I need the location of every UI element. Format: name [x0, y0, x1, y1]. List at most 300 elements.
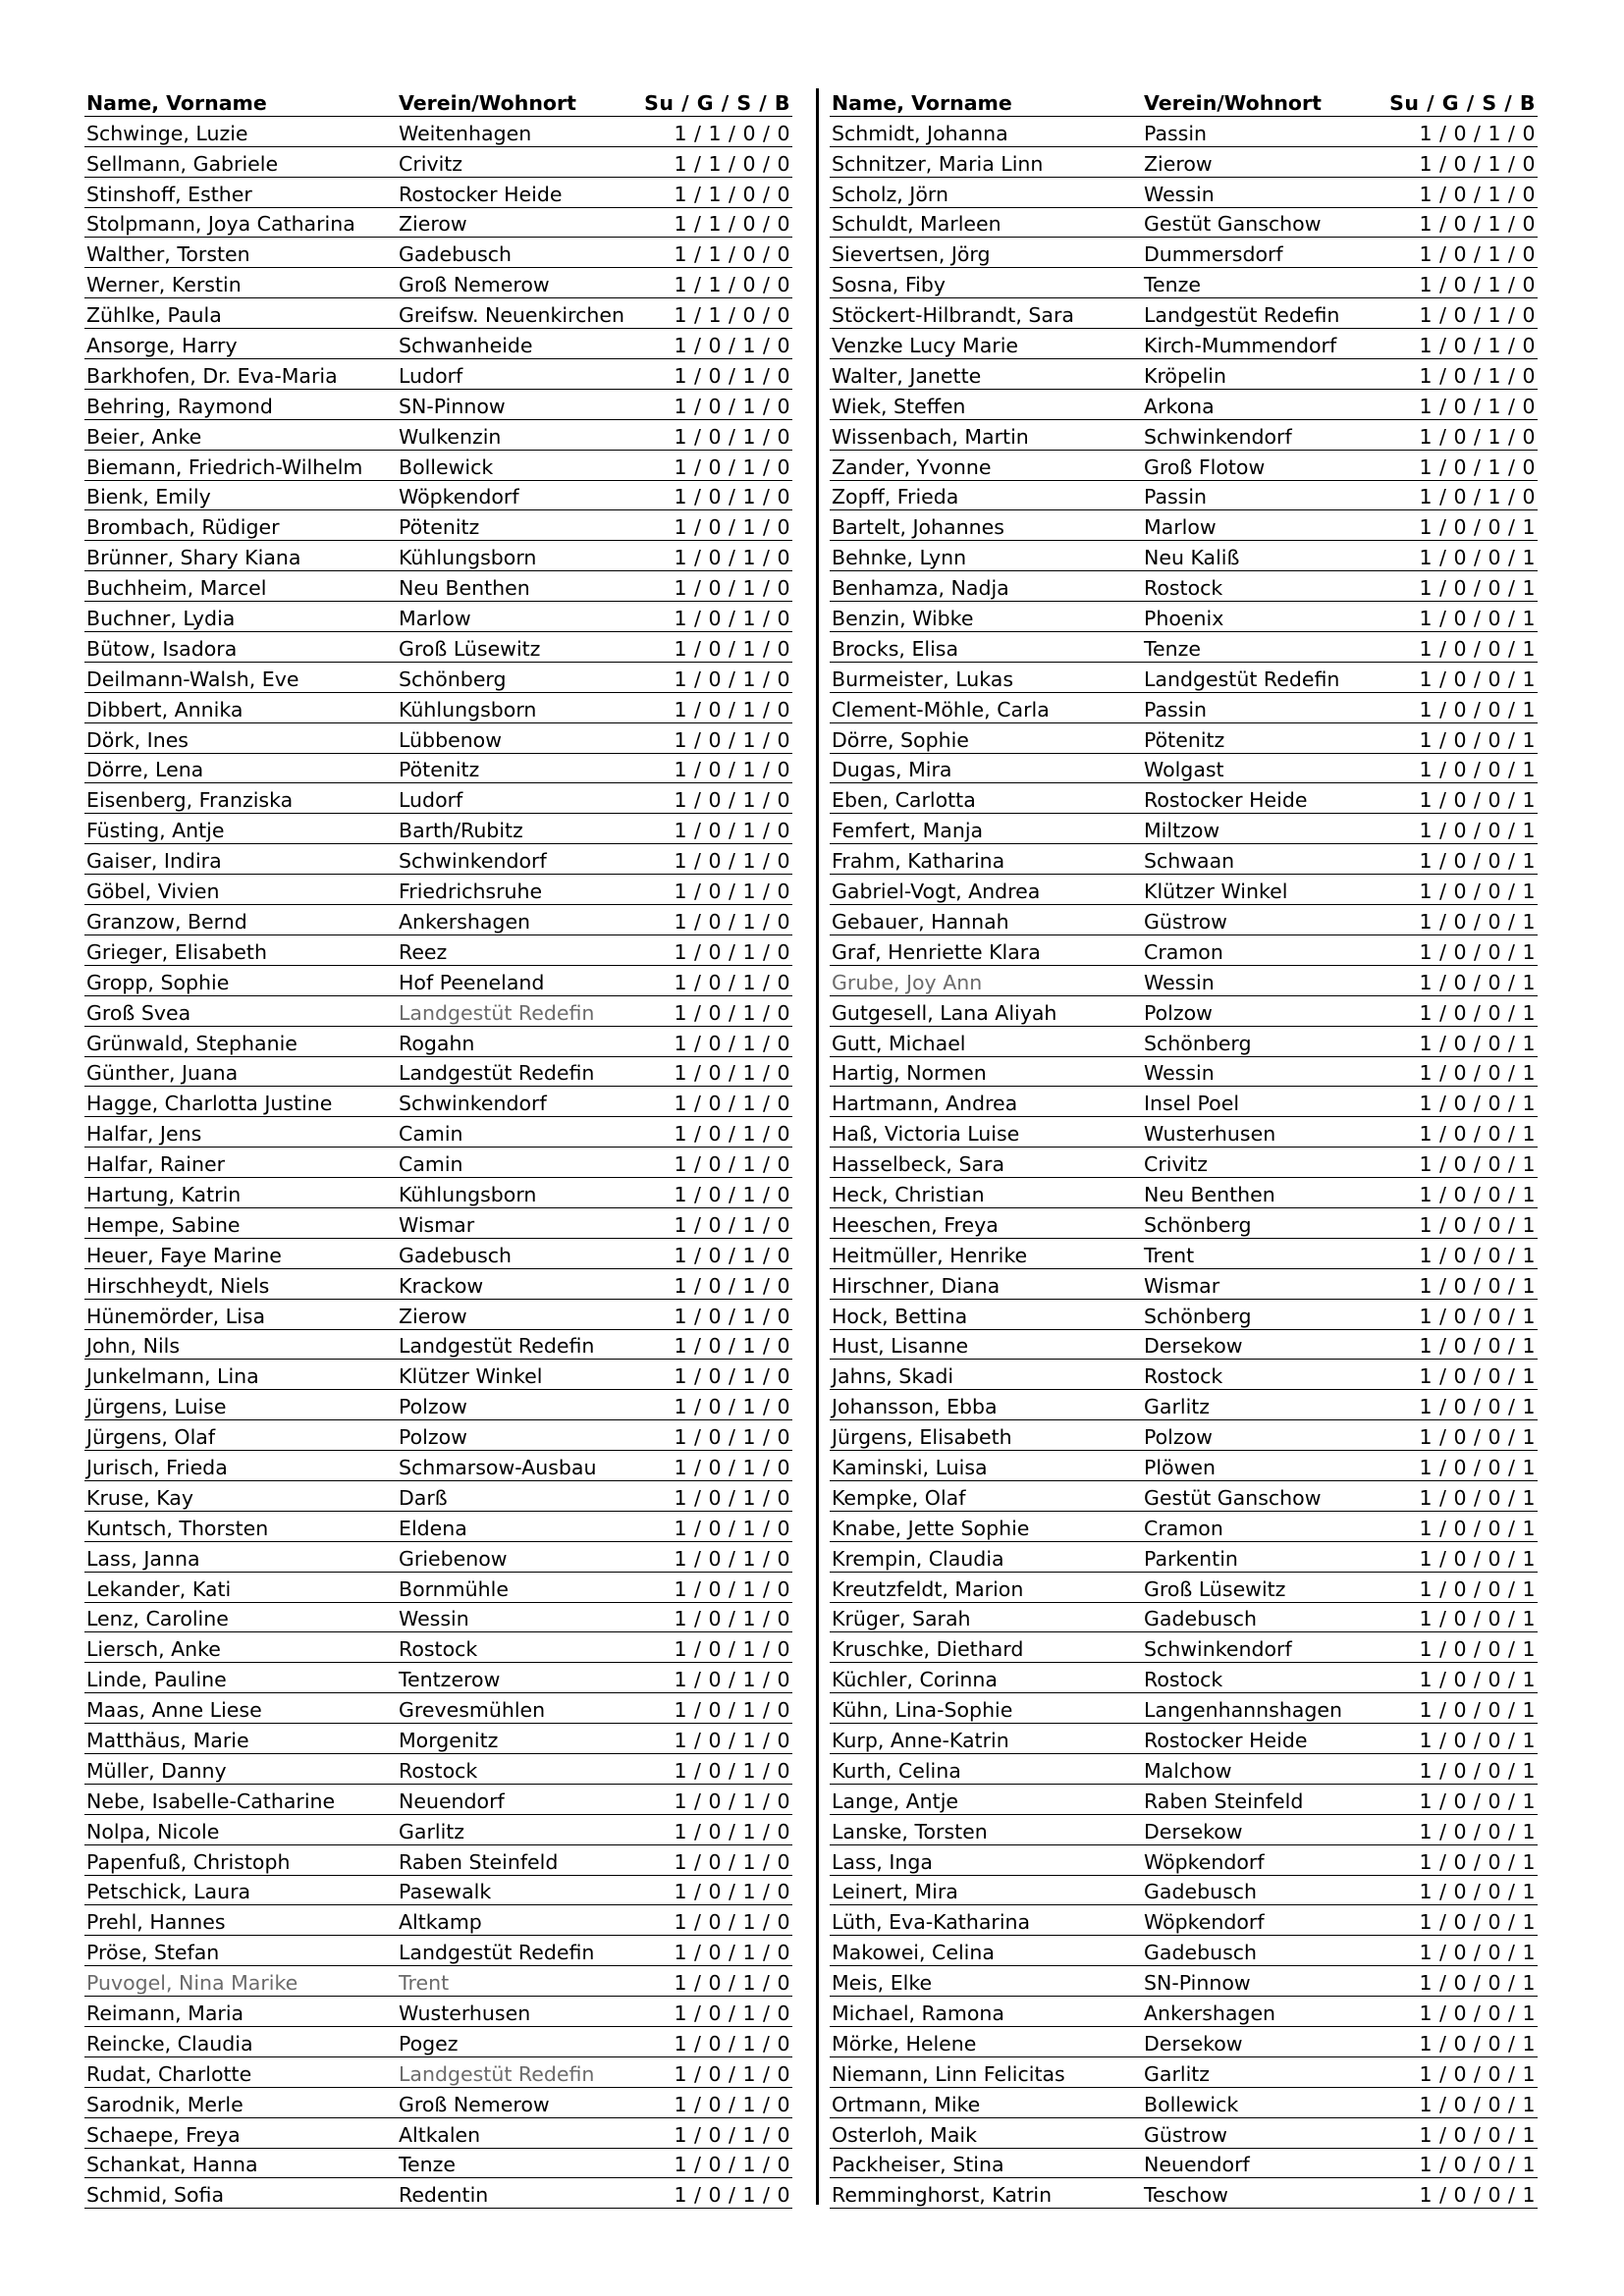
name-cell: Reincke, Claudia [86, 2031, 253, 2056]
score-cell: 1 / 0 / 1 / 0 [674, 1304, 790, 1328]
club-cell: Crivitz [399, 151, 463, 176]
club-cell: Phoenix [1144, 607, 1224, 631]
table-row [830, 602, 1538, 632]
name-cell: Femfert, Manja [832, 819, 984, 843]
table-row [84, 1997, 792, 2027]
name-cell: Sellmann, Gabriele [86, 151, 279, 176]
name-cell: Mörke, Helene [832, 2031, 977, 2056]
table-row [84, 1663, 792, 1693]
score-cell: 1 / 0 / 1 / 0 [674, 1971, 790, 1996]
table-row [84, 1936, 792, 1966]
table-row [830, 390, 1538, 420]
club-cell: Schwanheide [399, 334, 533, 358]
table-row [830, 1208, 1538, 1239]
name-cell: Nebe, Isabelle-Catharine [86, 1789, 336, 1813]
table-row [84, 178, 792, 208]
table-row [84, 2027, 792, 2057]
table-row [84, 1603, 792, 1633]
name-cell: Wiek, Steffen [832, 394, 966, 418]
score-cell: 1 / 0 / 0 / 1 [1419, 1941, 1536, 1965]
club-cell: Rostock [1144, 1668, 1223, 1692]
score-cell: 1 / 0 / 1 / 0 [674, 363, 790, 388]
name-cell: Schmidt, Johanna [832, 121, 1008, 145]
name-cell: Ansorge, Harry [86, 334, 238, 358]
club-cell: Kröpelin [1144, 363, 1226, 388]
name-cell: Bartelt, Johannes [832, 515, 1004, 540]
name-cell: Hempe, Sabine [86, 1212, 241, 1237]
name-cell: Stöckert-Hilbrandt, Sara [832, 303, 1074, 328]
score-cell: 1 / 0 / 1 / 0 [1419, 454, 1536, 479]
table-row [84, 996, 792, 1027]
name-cell: Johansson, Ebba [832, 1395, 998, 1419]
name-cell: Makowei, Celina [832, 1941, 995, 1965]
club-cell: Miltzow [1144, 819, 1220, 843]
table-row [84, 2149, 792, 2179]
table-row [830, 1148, 1538, 1178]
table-row [84, 1239, 792, 1269]
club-cell: Arkona [1144, 394, 1215, 418]
club-cell: Dersekow [1144, 1334, 1243, 1359]
name-cell: Matthäus, Marie [86, 1728, 249, 1752]
name-cell: Kempke, Olaf [832, 1485, 966, 1510]
name-cell: Biemann, Friedrich-Wilhelm [86, 454, 363, 479]
club-cell: Güstrow [1144, 2122, 1227, 2147]
name-cell: Rudat, Charlotte [86, 2061, 252, 2086]
table-row [830, 693, 1538, 723]
score-cell: 1 / 0 / 1 / 0 [1419, 182, 1536, 206]
score-cell: 1 / 0 / 0 / 1 [1419, 1789, 1536, 1813]
score-cell: 1 / 0 / 0 / 1 [1419, 1607, 1536, 1631]
score-cell: 1 / 0 / 1 / 0 [674, 1576, 790, 1601]
name-cell: Eben, Carlotta [832, 788, 976, 813]
club-cell: Marlow [1144, 515, 1217, 540]
name-cell: Niemann, Linn Felicitas [832, 2061, 1065, 2086]
name-cell: Hirschner, Diana [832, 1273, 1001, 1298]
score-cell: 1 / 0 / 1 / 0 [674, 1122, 790, 1147]
club-cell: Trent [399, 1971, 450, 1996]
club-cell: Klützer Winkel [1144, 880, 1288, 904]
score-cell: 1 / 0 / 0 / 1 [1419, 1334, 1536, 1359]
name-cell: Behring, Raymond [86, 394, 273, 418]
name-cell: Hartig, Normen [832, 1061, 987, 1086]
table-row [84, 1087, 792, 1117]
score-cell: 1 / 0 / 0 / 1 [1419, 1061, 1536, 1086]
club-cell: Camin [399, 1152, 463, 1177]
table-row [830, 1997, 1538, 2027]
table-row [84, 814, 792, 844]
score-cell: 1 / 1 / 0 / 0 [674, 121, 790, 145]
score-cell: 1 / 0 / 0 / 1 [1419, 576, 1536, 601]
table-row [830, 1542, 1538, 1573]
name-cell: Packheiser, Stina [832, 2153, 1004, 2177]
name-cell: Schwinge, Luzie [86, 121, 248, 145]
table-row [84, 329, 792, 359]
score-cell: 1 / 0 / 1 / 0 [674, 1000, 790, 1025]
name-cell: Stolpmann, Joya Catharina [86, 212, 355, 237]
score-cell: 1 / 0 / 1 / 0 [674, 454, 790, 479]
score-cell: 1 / 0 / 0 / 1 [1419, 2061, 1536, 2086]
score-cell: 1 / 0 / 0 / 1 [1419, 1031, 1536, 1055]
table-row [830, 1057, 1538, 1088]
score-cell: 1 / 0 / 1 / 0 [674, 515, 790, 540]
name-cell: Venzke Lucy Marie [832, 334, 1019, 358]
score-cell: 1 / 1 / 0 / 0 [674, 182, 790, 206]
name-cell: John, Nils [86, 1334, 181, 1359]
name-cell: Hagge, Charlotta Justine [86, 1092, 333, 1116]
club-cell: Teschow [1144, 2183, 1228, 2208]
name-cell: Wissenbach, Martin [832, 424, 1029, 449]
name-cell: Küchler, Corinna [832, 1668, 998, 1692]
club-cell: Groß Lüsewitz [399, 636, 541, 661]
club-cell: Neuendorf [1144, 2153, 1250, 2177]
score-cell: 1 / 0 / 0 / 1 [1419, 1122, 1536, 1147]
club-cell: Landgestüt Redefin [399, 2061, 595, 2086]
score-cell: 1 / 0 / 1 / 0 [674, 1182, 790, 1206]
score-cell: 1 / 0 / 0 / 1 [1419, 636, 1536, 661]
header-name: Name, Vorname [86, 90, 267, 115]
score-cell: 1 / 0 / 0 / 1 [1419, 788, 1536, 813]
table-row [84, 693, 792, 723]
name-cell: Dörre, Sophie [832, 727, 969, 752]
club-cell: Trent [1144, 1243, 1195, 1267]
score-cell: 1 / 0 / 1 / 0 [674, 2183, 790, 2208]
name-cell: Hünemörder, Lisa [86, 1304, 266, 1328]
table-row [830, 268, 1538, 298]
club-cell: Altkalen [399, 2122, 481, 2147]
table-row [830, 117, 1538, 147]
table-row [830, 1300, 1538, 1330]
name-cell: Buchheim, Marcel [86, 576, 267, 601]
club-cell: Passin [1144, 697, 1208, 721]
club-cell: Wöpkendorf [399, 485, 519, 509]
name-cell: Heuer, Faye Marine [86, 1243, 282, 1267]
left-column [84, 86, 792, 2209]
score-cell: 1 / 0 / 1 / 0 [674, 880, 790, 904]
table-row [830, 571, 1538, 602]
name-cell: Kurp, Anne-Katrin [832, 1728, 1009, 1752]
table-row [830, 1027, 1538, 1057]
table-row [84, 298, 792, 329]
table-row [84, 905, 792, 935]
club-cell: Raben Steinfeld [1144, 1789, 1304, 1813]
table-row [830, 2118, 1538, 2149]
table-row [830, 966, 1538, 996]
club-cell: Klützer Winkel [399, 1364, 543, 1389]
name-cell: Gutt, Michael [832, 1031, 966, 1055]
name-cell: Sievertsen, Jörg [832, 242, 991, 267]
club-cell: Griebenow [399, 1546, 508, 1571]
name-cell: Lange, Antje [832, 1789, 958, 1813]
name-cell: Deilmann-Walsh, Eve [86, 667, 299, 691]
name-cell: Petschick, Laura [86, 1880, 251, 1904]
score-cell: 1 / 0 / 0 / 1 [1419, 1819, 1536, 1843]
table-row [830, 238, 1538, 268]
club-cell: Barth/Rubitz [399, 819, 523, 843]
score-cell: 1 / 0 / 1 / 0 [674, 1425, 790, 1450]
club-cell: Pötenitz [399, 515, 480, 540]
name-cell: Sosna, Fiby [832, 273, 946, 297]
name-cell: Frahm, Katharina [832, 849, 1005, 874]
table-row [84, 1512, 792, 1542]
table-row [84, 935, 792, 966]
table-row [84, 1269, 792, 1300]
score-cell: 1 / 1 / 0 / 0 [674, 151, 790, 176]
club-cell: Wessin [1144, 182, 1215, 206]
score-cell: 1 / 0 / 1 / 0 [674, 1789, 790, 1813]
name-cell: Remminghorst, Katrin [832, 2183, 1053, 2208]
table-row [84, 510, 792, 541]
score-cell: 1 / 0 / 0 / 1 [1419, 758, 1536, 782]
name-cell: Liersch, Anke [86, 1637, 221, 1662]
club-cell: Wessin [1144, 1061, 1215, 1086]
club-cell: Wessin [399, 1607, 469, 1631]
club-cell: Ludorf [399, 788, 463, 813]
club-cell: Rostock [399, 1758, 478, 1783]
score-cell: 1 / 0 / 1 / 0 [674, 2153, 790, 2177]
club-cell: Wolgast [1144, 758, 1224, 782]
name-cell: Zopff, Frieda [832, 485, 959, 509]
score-cell: 1 / 0 / 1 / 0 [674, 1880, 790, 1904]
name-cell: Hirschheydt, Niels [86, 1273, 270, 1298]
name-cell: Zander, Yvonne [832, 454, 992, 479]
club-cell: Pötenitz [1144, 727, 1225, 752]
score-cell: 1 / 0 / 1 / 0 [674, 1941, 790, 1965]
score-cell: 1 / 0 / 1 / 0 [674, 394, 790, 418]
name-cell: Kurth, Celina [832, 1758, 961, 1783]
table-row [830, 1905, 1538, 1936]
table-row [830, 1117, 1538, 1148]
left-rows [84, 117, 792, 2209]
club-cell: Rostock [399, 1637, 478, 1662]
name-cell: Maas, Anne Liese [86, 1698, 262, 1723]
name-cell: Zühlke, Paula [86, 303, 222, 328]
table-row [84, 117, 792, 147]
name-cell: Müller, Danny [86, 1758, 227, 1783]
score-cell: 1 / 0 / 0 / 1 [1419, 607, 1536, 631]
table-row [830, 1451, 1538, 1481]
club-cell: Wessin [1144, 970, 1215, 994]
score-cell: 1 / 0 / 0 / 1 [1419, 697, 1536, 721]
table-row [830, 178, 1538, 208]
score-cell: 1 / 0 / 0 / 1 [1419, 1637, 1536, 1662]
club-cell: Camin [399, 1122, 463, 1147]
name-cell: Gropp, Sophie [86, 970, 230, 994]
score-cell: 1 / 0 / 1 / 0 [1419, 242, 1536, 267]
score-cell: 1 / 0 / 0 / 1 [1419, 515, 1536, 540]
name-cell: Beier, Anke [86, 424, 202, 449]
club-cell: Crivitz [1144, 1152, 1209, 1177]
table-row [830, 2149, 1538, 2179]
name-cell: Prehl, Hannes [86, 1910, 226, 1935]
table-row [84, 1330, 792, 1361]
name-cell: Kreutzfeldt, Marion [832, 1576, 1024, 1601]
table-row [830, 1573, 1538, 1603]
club-cell: Kühlungsborn [399, 697, 537, 721]
table-row [84, 1481, 792, 1512]
score-cell: 1 / 0 / 1 / 0 [674, 1273, 790, 1298]
score-cell: 1 / 0 / 1 / 0 [674, 1455, 790, 1479]
table-row [84, 1542, 792, 1573]
club-cell: Polzow [1144, 1425, 1213, 1450]
name-cell: Hasselbeck, Sara [832, 1152, 1005, 1177]
score-cell: 1 / 0 / 0 / 1 [1419, 2092, 1536, 2116]
table-row [84, 1148, 792, 1178]
name-cell: Kruse, Kay [86, 1485, 193, 1510]
table-row [830, 875, 1538, 905]
club-cell: Rostock [1144, 576, 1223, 601]
score-cell: 1 / 0 / 0 / 1 [1419, 1880, 1536, 1904]
club-cell: Kühlungsborn [399, 546, 537, 570]
table-row [84, 1178, 792, 1208]
name-cell: Junkelmann, Lina [86, 1364, 259, 1389]
table-row [84, 1845, 792, 1876]
score-cell: 1 / 0 / 1 / 0 [674, 1092, 790, 1116]
score-cell: 1 / 0 / 1 / 0 [674, 1668, 790, 1692]
score-cell: 1 / 0 / 1 / 0 [1419, 212, 1536, 237]
club-cell: Schönberg [1144, 1031, 1252, 1055]
table-row [830, 723, 1538, 754]
club-cell: Bornmühle [399, 1576, 509, 1601]
header-name: Name, Vorname [832, 90, 1012, 115]
table-row [84, 2057, 792, 2088]
table-row [830, 1239, 1538, 1269]
table-row [84, 571, 792, 602]
club-cell: Rostocker Heide [1144, 1728, 1308, 1752]
name-cell: Reimann, Maria [86, 2002, 244, 2025]
club-cell: SN-Pinnow [1144, 1971, 1251, 1996]
score-cell: 1 / 0 / 1 / 0 [674, 1031, 790, 1055]
table-row [830, 1420, 1538, 1451]
table-row [830, 1876, 1538, 1906]
club-cell: Dersekow [1144, 1819, 1243, 1843]
score-cell: 1 / 0 / 0 / 1 [1419, 1304, 1536, 1328]
name-cell: Burmeister, Lukas [832, 667, 1014, 691]
club-cell: Schönberg [1144, 1212, 1252, 1237]
name-cell: Michael, Ramona [832, 2002, 1004, 2025]
table-row [830, 1845, 1538, 1876]
name-cell: Gutgesell, Lana Aliyah [832, 1000, 1057, 1025]
name-cell: Schuldt, Marleen [832, 212, 1001, 237]
club-cell: Wöpkendorf [1144, 1849, 1265, 1874]
table-row [84, 1876, 792, 1906]
club-cell: Passin [1144, 121, 1208, 145]
club-cell: Landgestüt Redefin [399, 1000, 595, 1025]
score-cell: 1 / 0 / 0 / 1 [1419, 1000, 1536, 1025]
table-row [830, 844, 1538, 875]
score-cell: 1 / 0 / 1 / 0 [1419, 363, 1536, 388]
club-cell: Rostocker Heide [1144, 788, 1308, 813]
club-cell: Schwinkendorf [399, 849, 547, 874]
name-cell: Dibbert, Annika [86, 697, 244, 721]
score-cell: 1 / 0 / 0 / 1 [1419, 880, 1536, 904]
club-cell: Hof Peeneland [399, 970, 545, 994]
table-header [830, 86, 1538, 117]
score-cell: 1 / 0 / 1 / 0 [674, 819, 790, 843]
table-row [84, 238, 792, 268]
club-cell: Neu Kaliß [1144, 546, 1240, 570]
table-row [830, 208, 1538, 239]
club-cell: Garlitz [1144, 2061, 1211, 2086]
score-cell: 1 / 0 / 0 / 1 [1419, 1728, 1536, 1752]
club-cell: Landgestüt Redefin [399, 1941, 595, 1965]
score-cell: 1 / 0 / 1 / 0 [674, 607, 790, 631]
club-cell: Gadebusch [399, 242, 513, 267]
score-cell: 1 / 0 / 0 / 1 [1419, 1395, 1536, 1419]
score-cell: 1 / 0 / 0 / 1 [1419, 1758, 1536, 1783]
club-cell: Cramon [1144, 1516, 1223, 1540]
table-row [830, 996, 1538, 1027]
table-header [84, 86, 792, 117]
club-cell: Groß Flotow [1144, 454, 1266, 479]
name-cell: Kühn, Lina-Sophie [832, 1698, 1013, 1723]
name-cell: Scholz, Jörn [832, 182, 948, 206]
table-row [830, 1693, 1538, 1724]
club-cell: Güstrow [1144, 909, 1227, 934]
name-cell: Lekander, Kati [86, 1576, 232, 1601]
club-cell: Gadebusch [399, 1243, 513, 1267]
name-cell: Schankat, Hanna [86, 2153, 258, 2177]
score-cell: 1 / 1 / 0 / 0 [674, 273, 790, 297]
club-cell: Cramon [1144, 939, 1223, 964]
name-cell: Lenz, Caroline [86, 1607, 229, 1631]
score-cell: 1 / 0 / 1 / 0 [1419, 303, 1536, 328]
club-cell: Schwaan [1144, 849, 1235, 874]
table-row [84, 2118, 792, 2149]
score-cell: 1 / 0 / 0 / 1 [1419, 1910, 1536, 1935]
table-row [84, 1451, 792, 1481]
score-cell: 1 / 0 / 0 / 1 [1419, 1212, 1536, 1237]
table-row [84, 1573, 792, 1603]
table-row [830, 1936, 1538, 1966]
name-cell: Pröse, Stefan [86, 1941, 220, 1965]
club-cell: Pasewalk [399, 1880, 492, 1904]
score-cell: 1 / 1 / 0 / 0 [674, 242, 790, 267]
name-cell: Krempin, Claudia [832, 1546, 1004, 1571]
score-cell: 1 / 0 / 0 / 1 [1419, 1668, 1536, 1692]
name-cell: Dörre, Lena [86, 758, 204, 782]
score-cell: 1 / 0 / 0 / 1 [1419, 1698, 1536, 1723]
name-cell: Buchner, Lydia [86, 607, 236, 631]
club-cell: Zierow [399, 1304, 467, 1328]
name-cell: Hartmann, Andrea [832, 1092, 1018, 1116]
score-cell: 1 / 0 / 0 / 1 [1419, 909, 1536, 934]
club-cell: Schwinkendorf [1144, 424, 1292, 449]
table-row [84, 208, 792, 239]
score-cell: 1 / 0 / 0 / 1 [1419, 2183, 1536, 2208]
score-cell: 1 / 0 / 0 / 1 [1419, 1152, 1536, 1177]
score-cell: 1 / 0 / 0 / 1 [1419, 1092, 1536, 1116]
club-cell: Pogez [399, 2031, 459, 2056]
score-cell: 1 / 0 / 1 / 0 [674, 1819, 790, 1843]
table-row [84, 268, 792, 298]
name-cell: Osterloh, Maik [832, 2122, 977, 2147]
club-cell: Polzow [1144, 1000, 1213, 1025]
name-cell: Heitmüller, Henrike [832, 1243, 1028, 1267]
club-cell: Rogahn [399, 1031, 475, 1055]
header-score: Su / G / S / B [644, 90, 790, 115]
table-row [830, 1966, 1538, 1997]
table-row [830, 1330, 1538, 1361]
table-row [830, 1481, 1538, 1512]
table-row [830, 1754, 1538, 1785]
table-row [84, 1300, 792, 1330]
table-row [84, 723, 792, 754]
club-cell: Neu Benthen [1144, 1182, 1275, 1206]
table-row [84, 663, 792, 693]
name-cell: Nolpa, Nicole [86, 1819, 220, 1843]
name-cell: Lüth, Eva-Katharina [832, 1910, 1031, 1935]
table-row [830, 1724, 1538, 1754]
